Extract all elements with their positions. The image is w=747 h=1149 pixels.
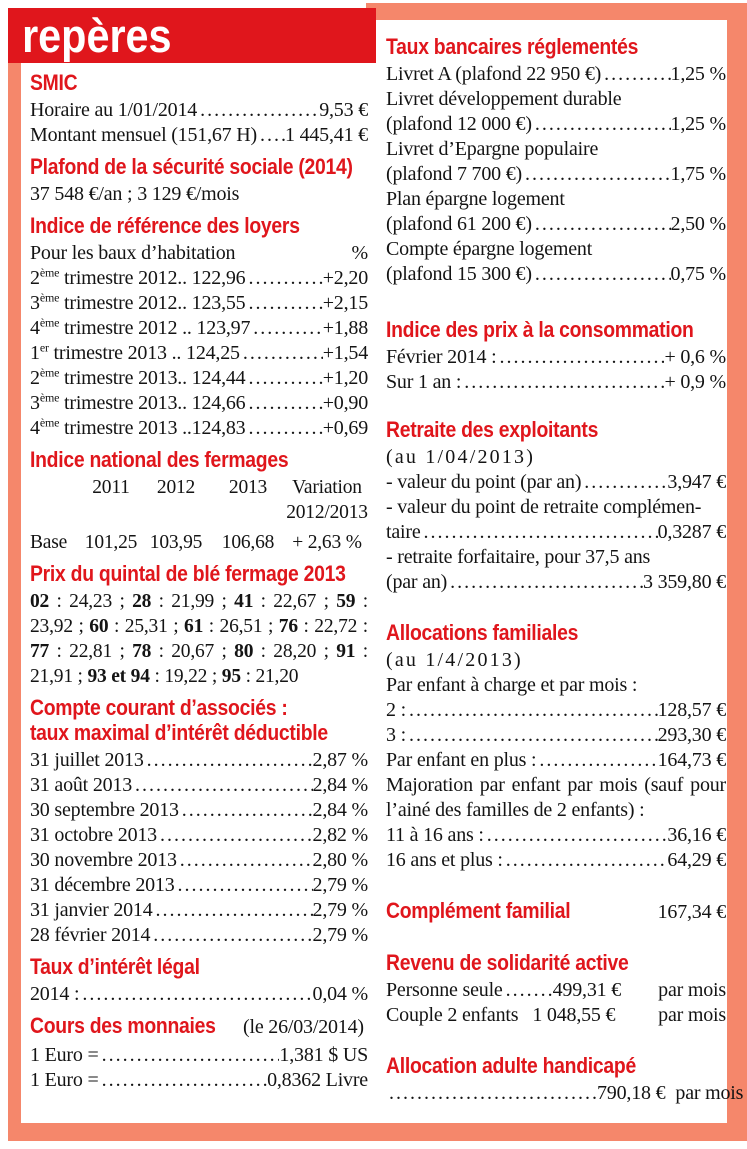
row-label: 31 juillet 2013 [30,749,144,771]
dot-leader [246,416,323,441]
table-cell [30,475,80,500]
table-cell: 2012 [156,477,196,498]
leader-row [386,345,726,370]
frame-top-bar [366,3,747,20]
department-number: 95 [221,666,241,687]
row-value: 9,53 € [319,99,368,121]
leader-row [386,470,726,495]
section-title: Indice national des fermages [30,447,289,472]
department-number: 28 [132,591,152,612]
leader-row [30,123,368,148]
dot-leader [386,1081,597,1106]
dot-leader [153,898,313,923]
row-value: 2,87 % [312,749,368,771]
row-label: 2ème trimestre 2013.. 124,44 [30,365,246,389]
leader-row [30,341,368,366]
text-line: - retraite forfaitaire, pour 37,5 ans [386,546,651,568]
department-number: 61 [184,616,204,637]
row-value: +1,88 [322,317,368,339]
dot-leader [581,470,667,495]
section-title-line2: taux maximal d’intérêt déductible [30,720,328,745]
row-value: % [351,242,368,264]
row-label: (plafond 15 300 €) [386,263,532,285]
leader-row [30,316,368,341]
table-cell [142,500,210,525]
row-label: 1 Euro = [30,1069,99,1091]
table-cell: 101,25 [84,532,138,553]
dot-leader [177,848,313,873]
dot-leader [240,341,323,366]
table-header-row-2 [30,500,368,525]
section-title: Indice des prix à la consommation [386,317,694,342]
row-label: Personne seule [386,979,503,1001]
text-line: (au 1/4/2013) [386,649,523,671]
leader-row [30,982,368,1007]
section-heading [386,620,726,645]
dot-leader [179,798,313,823]
row-label: 1 Euro = [30,1044,99,1066]
fermages-table [30,475,368,555]
dot-leader [132,773,312,798]
row-label: taire [386,521,421,543]
dot-leader [175,873,313,898]
row-label: 30 novembre 2013 [30,849,177,871]
section-taux-interet-legal [30,954,368,1007]
department-number: 91 [336,641,356,662]
section-title: Allocation adulte handicapé [386,1053,636,1078]
table-cell [80,500,142,525]
text-line: (au 1/04/2013) [386,446,536,468]
table-header-row [30,475,368,500]
leader-row [386,520,726,545]
row-value: 2,79 % [312,899,368,921]
section-title: Retraite des exploitants [386,417,599,442]
dot-leader [421,520,658,545]
section-heading [30,154,368,179]
section-body [386,345,726,395]
leader-row [30,798,368,823]
row-value: 1,25 % [670,63,726,85]
dot-leader [157,823,313,848]
leader-row [386,848,726,873]
left-column [30,70,368,1093]
text-line: Compte épargne logement [386,238,593,260]
section-title: SMIC [30,70,78,95]
dot-leader [536,748,657,773]
section-title: Allocations familiales [386,620,579,645]
row-label: 30 septembre 2013 [30,799,179,821]
dot-leader [197,98,319,123]
leader-row [30,748,368,773]
table-cell [30,500,80,525]
section-title-suffix: (le 26/03/2014) [243,1016,364,1038]
section-body [30,182,368,207]
leader-row [30,898,368,923]
dot-leader [99,1068,268,1093]
row-value: 0,04 % [312,983,368,1005]
section-smic [30,70,368,148]
leader-row [386,370,726,395]
row-value: 790,18 € [597,1082,666,1104]
amount-row [386,978,726,1003]
section-allocations-familiales [386,620,726,873]
leader-row [386,212,726,237]
row-value: 2,84 % [312,774,368,796]
section-title-value: 167,34 € [657,901,726,923]
table-cell: 2013 [228,477,268,498]
row-value: 2,79 % [312,874,368,896]
section-title: Cours des monnaies [30,1013,216,1038]
dot-leader [99,1043,280,1068]
row-suffix: par mois [675,1082,744,1104]
row-label: (plafond 7 700 €) [386,163,523,185]
section-body [30,748,368,948]
section-title: Complément familial [386,898,571,923]
row-label: 2 : [386,699,406,721]
dot-leader [246,366,323,391]
leader-row [30,98,368,123]
leader-row [386,723,726,748]
table-cell: 2012/2013 [286,502,368,523]
section-body [386,648,726,873]
row-value: 164,73 € [657,749,726,771]
row-value: 1 445,41 € [284,124,368,146]
leader-row [30,923,368,948]
table-cell: + 2,63 % [292,532,362,553]
leader-row [30,391,368,416]
section-revenu-solidarite-active [386,950,726,1028]
section-body [386,978,726,1028]
row-label: Par enfant en plus : [386,749,537,771]
department-number: 76 [278,616,298,637]
row-value: 1,25 % [670,113,726,135]
amount-row [386,1003,726,1028]
row-value: +1,20 [322,367,368,389]
section-title: Prix du quintal de blé fermage 2013 [30,561,346,586]
dot-leader [522,162,671,187]
row-value: +1,54 [322,342,368,364]
row-label: Montant mensuel (151,67 H) [30,124,257,146]
section-heading [30,695,368,720]
section-heading [386,1053,726,1078]
leader-row [30,241,368,266]
leader-row [30,266,368,291]
row-label: 11 à 16 ans : [386,824,484,846]
section-complement-familial [386,898,726,925]
row-label: (plafond 61 200 €) [386,213,532,235]
row-label: Couple 2 enfants [386,1004,519,1026]
section-heading [386,898,726,925]
dot-leader [447,570,643,595]
section-prix-quintal-ble [30,561,368,689]
right-column [386,34,744,1106]
section-title: Indice de référence des loyers [30,213,300,238]
dot-leader [406,723,658,748]
row-label: 28 février 2014 [30,924,151,946]
row-label: 3ème trimestre 2013.. 124,66 [30,390,246,414]
row-label: 31 janvier 2014 [30,899,153,921]
row-value: 499,31 € [552,979,622,1001]
text-line: Livret développement durable [386,88,622,110]
row-label: Sur 1 an : [386,371,462,393]
table-data-row [30,530,368,555]
section-heading [30,561,368,586]
dot-leader [484,823,668,848]
row-value: + 0,6 % [664,346,726,368]
leader-row [386,823,726,848]
section-title: Plafond de la sécurité sociale (2014) [30,154,353,179]
row-label: 3 : [386,724,406,746]
department-number: 78 [132,641,152,662]
section-allocation-adulte-handicape [386,1053,744,1106]
section-heading [30,447,368,472]
row-label: 16 ans et plus : [386,849,503,871]
section-heading [386,34,726,59]
section-heading [386,417,726,442]
leader-row [386,112,726,137]
section-indice-prix-consommation [386,317,726,395]
leader-row [386,748,726,773]
amount-row [386,1081,744,1106]
row-value: 36,16 € [667,824,726,846]
frame-left-bar [8,10,21,1140]
row-value: 128,57 € [657,699,726,721]
row-label: 4ème trimestre 2013 ..124,83 [30,415,246,439]
section-heading [30,954,368,979]
section-heading-line2 [30,720,368,745]
dot-leader [246,291,323,316]
section-title: Taux d’intérêt légal [30,954,200,979]
row-value: 0,3287 € [657,521,726,543]
dot-leader [246,266,323,291]
row-label: (par an) [386,571,448,593]
row-label: (plafond 12 000 €) [386,113,532,135]
section-body [386,62,726,287]
department-number: 41 [234,591,254,612]
section-heading [386,950,726,975]
section-body [386,1081,744,1106]
dot-leader [250,316,322,341]
text-line: - valeur du point de retraite complémen- [386,496,702,518]
text-line: Livret d’Epargne populaire [386,138,599,160]
section-body [30,241,368,441]
row-suffix: par mois [658,1004,726,1026]
text-line: Majoration par enfant par mois (sauf pour l’ainé des familles de 2 enfants) : [386,774,726,821]
row-value: 3,947 € [667,471,726,493]
leader-row [386,62,726,87]
row-value: 64,29 € [667,849,726,871]
row-label: Horaire au 1/01/2014 [30,99,198,121]
dot-leader [246,391,323,416]
department-number: 02 [30,591,50,612]
leader-row [386,162,726,187]
table-cell: 103,95 [149,532,203,553]
leader-row [30,1043,368,1068]
row-value: + 0,9 % [664,371,726,393]
row-value: 2,79 % [312,924,368,946]
leader-row [386,698,726,723]
table-cell: 2011 [92,477,130,498]
section-body [30,475,368,555]
section-compte-courant-associes [30,695,368,948]
dot-leader [503,848,668,873]
section-indice-reference-loyers [30,213,368,441]
section-indice-national-fermages [30,447,368,555]
row-value: +0,69 [322,417,368,439]
text-line: Plan épargne logement [386,188,565,210]
row-value: 2,82 % [312,824,368,846]
section-heading [30,1013,368,1040]
masthead-banner [8,8,376,63]
row-label: - valeur du point (par an) [386,471,582,493]
frame-right-bar [727,3,747,1140]
row-value: 2,50 % [670,213,726,235]
leader-row [30,773,368,798]
row-value: +0,90 [322,392,368,414]
row-value: 1,381 $ US [279,1044,368,1066]
section-title: Revenu de solidarité active [386,950,629,975]
row-label: Février 2014 : [386,346,497,368]
row-value: 1,75 % [670,163,726,185]
leader-row [30,416,368,441]
dot-leader [503,978,553,1003]
table-cell: Variation [292,477,362,498]
department-number: 80 [234,641,254,662]
dot-leader [497,345,665,370]
department-number: 60 [89,616,109,637]
row-value: 1 048,55 € [532,1004,616,1026]
dot-leader [79,982,312,1007]
dot-leader [144,748,313,773]
row-label: 2014 : [30,983,80,1005]
dot-leader [461,370,664,395]
row-value: +2,15 [322,292,368,314]
department-number: 77 [30,641,50,662]
section-heading [30,70,368,95]
section-plafond-securite-sociale [30,154,368,207]
row-value: +2,20 [322,267,368,289]
row-value: 0,75 % [670,263,726,285]
leader-row [30,1068,368,1093]
row-value: 3 359,80 € [642,571,726,593]
table-cell [210,500,286,525]
row-label: 4ème trimestre 2012 .. 123,97 [30,315,251,339]
dot-leader [406,698,658,723]
leader-row [30,823,368,848]
masthead-title: repères [22,9,172,62]
table-cell: Base [30,532,68,553]
dot-leader [150,923,312,948]
section-heading [30,213,368,238]
row-label: 1er trimestre 2013 .. 124,25 [30,340,240,364]
table-cell: 106,68 [221,532,275,553]
text-line: 37 548 €/an ; 3 129 €/mois [30,183,240,205]
section-body [30,589,368,689]
section-body [30,98,368,148]
row-label: 31 octobre 2013 [30,824,157,846]
section-body [386,445,726,595]
section-heading [386,317,726,342]
row-label: Livret A (plafond 22 950 €) [386,63,602,85]
row-label: 3ème trimestre 2012.. 123,55 [30,290,246,314]
dot-leader [532,212,671,237]
row-label: 31 août 2013 [30,774,133,796]
dot-leader [257,123,285,148]
row-suffix: par mois [658,979,726,1001]
section-taux-bancaires-reglementes [386,34,726,287]
section-body [30,1043,368,1093]
section-title: Taux bancaires réglementés [386,34,639,59]
leader-row [30,291,368,316]
price-list-paragraph: 02 : 24,23 ; 28 : 21,99 ; 41 : 22,67 ; 59 : 23,92 ; 60 : 25,31 ; 61 : 26,51 ; 76 : 22,72 : 77 : 22,81 ; 78 : 20,67 ; 80 : 28,20 ; 91 : 21,91 ; 93 et 94 : 19,22 ; 95 : 21,20 [30,591,368,687]
leader-row [386,570,726,595]
dot-leader [532,262,671,287]
section-cours-des-monnaies [30,1013,368,1093]
frame-bottom-bar [8,1123,747,1141]
dot-leader [532,112,671,137]
section-title: Compte courant d’associés : [30,695,288,720]
leader-row [386,262,726,287]
row-value: 293,30 € [657,724,726,746]
row-label: Pour les baux d’habitation [30,242,236,264]
department-number: 93 et 94 [87,666,150,687]
row-value: 2,80 % [312,849,368,871]
text-line: Par enfant à charge et par mois : [386,674,638,696]
row-value: 2,84 % [312,799,368,821]
row-label: 2ème trimestre 2012.. 122,96 [30,265,246,289]
department-number: 59 [336,591,356,612]
leader-row [30,873,368,898]
dot-leader [601,62,670,87]
row-value: 0,8362 Livre [267,1069,368,1091]
leader-row [30,366,368,391]
section-retraite-des-exploitants [386,417,726,595]
section-body [30,982,368,1007]
leader-row [30,848,368,873]
row-label: 31 décembre 2013 [30,874,175,896]
